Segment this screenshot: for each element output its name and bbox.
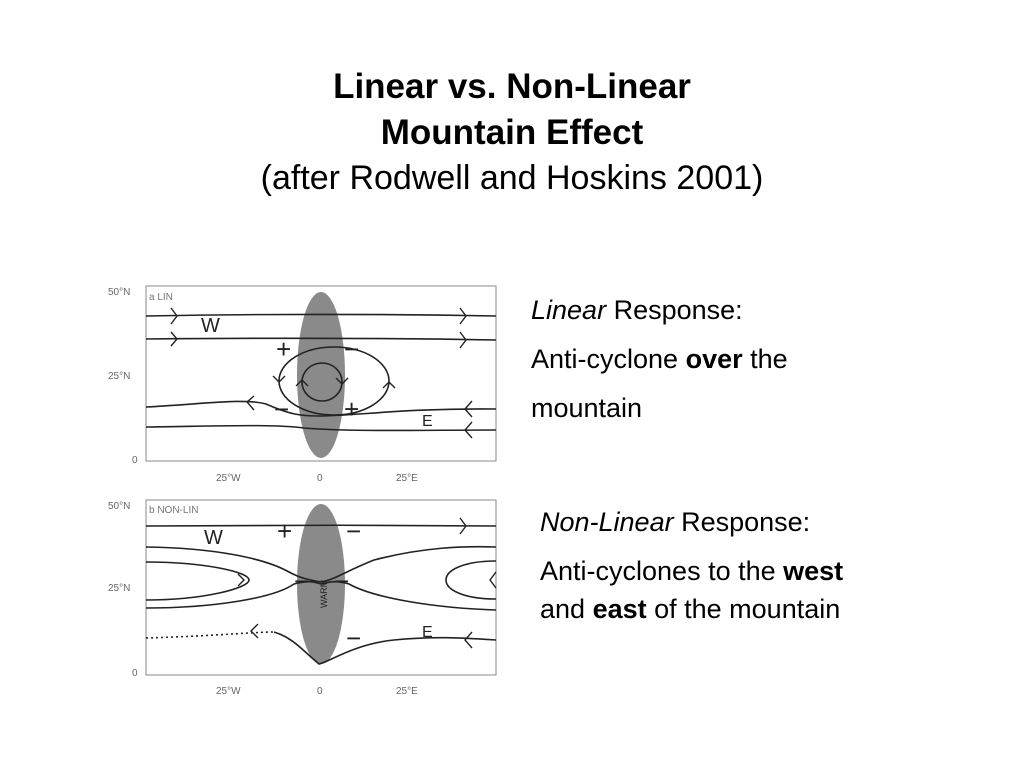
symbol-minus: − [346,516,362,546]
east-label: E [422,413,433,430]
symbol-minus: − [274,394,290,424]
nonlinear-body-bold-east: east [592,594,647,624]
x-tick-25w: 25°W [216,686,241,697]
nonlinear-body-line-1 [540,552,940,590]
title-block [0,64,1024,200]
nonlinear-response-text [540,492,940,628]
east-anticyclone-loop [446,561,496,599]
symbol-plus: + [276,334,292,364]
y-tick-50n: 50°N [108,501,131,512]
linear-body-line-2: mountain [531,393,643,423]
nonlinear-body-post-2: of the mountain [646,594,841,624]
linear-body-post: the [742,344,788,374]
x-tick-25e: 25°E [396,686,418,697]
nonlinear-body-line-2 [540,590,940,628]
east-label: E [422,624,433,641]
y-tick-25n: 25°N [108,583,131,594]
west-label: W [201,315,220,337]
symbol-minus: − [294,566,310,596]
x-tick-0: 0 [317,686,323,697]
x-tick-25w: 25°W [216,473,241,484]
y-tick-0: 0 [132,668,138,679]
y-tick-0: 0 [132,455,138,466]
arrow-west-icon [465,632,472,648]
symbol-plus: + [344,394,360,424]
title-citation: (after Rodwell and Hoskins 2001) [260,159,764,197]
nonlinear-heading [540,492,940,552]
symbol-minus: − [334,566,350,596]
linear-body-bold: over [685,344,743,374]
symbol-plus: + [277,516,293,546]
linear-heading-rest: Response: [606,295,743,325]
nonlinear-body-pre: Anti-cyclones to the [540,556,784,586]
westerly-flow-line [146,525,496,526]
nonlinear-body-bold-west: west [783,556,844,586]
x-tick-25e: 25°E [396,473,418,484]
arrow-east-icon [238,574,244,586]
panel-label: b NON-LIN [149,505,199,516]
title-line-2: Mountain Effect [380,113,644,152]
y-tick-50n: 50°N [108,287,131,298]
linear-heading [531,286,891,335]
nonlinear-body-pre-2: and [540,594,593,624]
linear-body-pre: Anti-cyclone [531,344,686,374]
panel-label: a LIN [149,292,173,303]
nonlinear-heading-italic: Non-Linear [540,507,674,537]
linear-response-text [531,286,891,433]
y-tick-25n: 25°N [108,371,131,382]
nonlinear-heading-rest: Response: [673,507,811,537]
west-label: W [204,527,223,549]
title-line-1: Linear vs. Non-Linear [333,67,691,106]
linear-heading-italic: Linear [531,295,607,325]
arrow-west-icon [247,396,254,410]
arrow-west-icon [490,572,496,588]
warm-label: WARM [319,579,329,608]
symbol-minus: − [344,334,360,364]
figure-linear [104,280,508,492]
west-anticyclone-loop [146,562,249,600]
figure-nonlinear [104,492,508,704]
linear-body-line-1 [531,335,891,384]
x-tick-0: 0 [317,473,323,484]
symbol-minus: − [346,623,362,653]
arrow-west-icon [251,624,258,638]
